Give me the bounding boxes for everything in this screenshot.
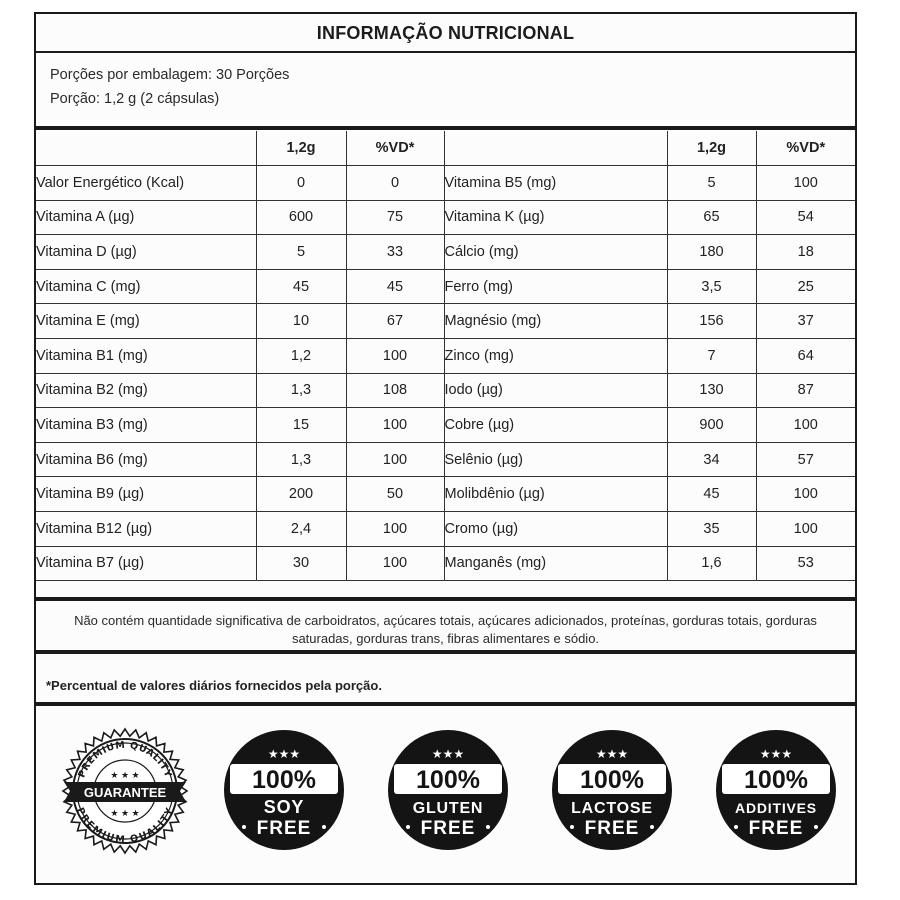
nutrient-name-cell: Vitamina E (mg) xyxy=(36,304,256,339)
daily-value-cell: 87 xyxy=(756,373,855,408)
nutrient-name-cell: Valor Energético (Kcal) xyxy=(36,166,256,201)
table-row xyxy=(36,339,855,374)
seal-bottom-text: PREMIUM QUALITY xyxy=(74,806,176,846)
amount-cell: 2,4 xyxy=(256,512,346,547)
nutrient-name-cell: Vitamina B2 (mg) xyxy=(36,373,256,408)
badge-line1: LACTOSE xyxy=(571,800,653,817)
nutrient-name-cell: Vitamina B1 (mg) xyxy=(36,339,256,374)
daily-value-cell: 18 xyxy=(756,235,855,270)
nutrient-name-cell: Vitamina B9 (µg) xyxy=(36,477,256,512)
daily-value-cell: 67 xyxy=(346,304,444,339)
nutrient-name-cell: Cromo (µg) xyxy=(444,512,667,547)
daily-value-cell: 25 xyxy=(756,269,855,304)
daily-value-cell: 100 xyxy=(756,166,855,201)
amount-cell: 156 xyxy=(667,304,756,339)
header-cell: 1,2g xyxy=(256,131,346,166)
nutrient-name-cell: Vitamina B5 (mg) xyxy=(444,166,667,201)
header-cell: %VD* xyxy=(346,131,444,166)
portion-info xyxy=(50,63,289,111)
badge-percent: 100% xyxy=(580,766,644,794)
table-row xyxy=(36,512,855,547)
nutrient-name-cell: Vitamina B3 (mg) xyxy=(36,408,256,443)
daily-value-cell: 100 xyxy=(346,339,444,374)
svg-text:★★★: ★★★ xyxy=(267,747,301,761)
amount-cell: 1,6 xyxy=(667,546,756,581)
nutrition-facts-panel xyxy=(34,12,857,885)
daily-value-cell: 54 xyxy=(756,200,855,235)
daily-value-cell: 100 xyxy=(756,512,855,547)
badge-percent: 100% xyxy=(744,766,808,794)
amount-cell: 1,3 xyxy=(256,373,346,408)
nutrient-name-cell: Manganês (mg) xyxy=(444,546,667,581)
nutrient-name-cell: Cálcio (mg) xyxy=(444,235,667,270)
seal-middle-text: GUARANTEE xyxy=(83,785,167,800)
nutrient-name-cell: Ferro (mg) xyxy=(444,269,667,304)
daily-value-cell: 100 xyxy=(346,408,444,443)
amount-cell: 180 xyxy=(667,235,756,270)
header-cell: %VD* xyxy=(756,131,855,166)
table-row xyxy=(36,269,855,304)
amount-cell: 5 xyxy=(667,166,756,201)
nutrient-name-cell: Vitamina A (µg) xyxy=(36,200,256,235)
badge-percent: 100% xyxy=(252,766,316,794)
badge-line2: FREE xyxy=(584,818,640,839)
table-row xyxy=(36,546,855,581)
header-cell xyxy=(444,131,667,166)
daily-value-cell: 45 xyxy=(346,269,444,304)
table-header-row xyxy=(36,131,855,166)
table-bottom-rule xyxy=(36,597,855,601)
daily-value-cell: 108 xyxy=(346,373,444,408)
daily-value-cell: 50 xyxy=(346,477,444,512)
daily-value-footnote: *Percentual de valores diários fornecidos pela porção. xyxy=(46,678,382,693)
nutrient-name-cell: Vitamina B6 (mg) xyxy=(36,442,256,477)
table-row xyxy=(36,304,855,339)
amount-cell: 34 xyxy=(667,442,756,477)
daily-value-cell: 37 xyxy=(756,304,855,339)
nutrient-name-cell: Vitamina C (mg) xyxy=(36,269,256,304)
badge-line1: GLUTEN xyxy=(412,800,484,817)
soy-free-badge-icon xyxy=(222,728,346,852)
amount-cell: 30 xyxy=(256,546,346,581)
table-row xyxy=(36,235,855,270)
svg-text:★★★: ★★★ xyxy=(431,747,465,761)
nutrient-name-cell: Vitamina B7 (µg) xyxy=(36,546,256,581)
nutrient-name-cell: Vitamina K (µg) xyxy=(444,200,667,235)
table-row xyxy=(36,408,855,443)
amount-cell: 0 xyxy=(256,166,346,201)
amount-cell: 7 xyxy=(667,339,756,374)
daily-value-cell: 100 xyxy=(346,512,444,547)
amount-cell: 600 xyxy=(256,200,346,235)
daily-value-cell: 0 xyxy=(346,166,444,201)
table-row xyxy=(36,373,855,408)
amount-cell: 5 xyxy=(256,235,346,270)
footnote-bottom-rule xyxy=(36,702,855,706)
portion-size: Porção: 1,2 g (2 cápsulas) xyxy=(50,91,220,107)
amount-cell: 45 xyxy=(667,477,756,512)
daily-value-cell: 33 xyxy=(346,235,444,270)
amount-cell: 900 xyxy=(667,408,756,443)
svg-text:★ ★ ★: ★ ★ ★ xyxy=(110,770,140,780)
badge-line2: FREE xyxy=(256,818,312,839)
badge-line1: ADDITIVES xyxy=(735,800,817,816)
header-cell: 1,2g xyxy=(667,131,756,166)
gluten-free-badge-icon xyxy=(386,728,510,852)
daily-value-cell: 100 xyxy=(346,546,444,581)
header-cell xyxy=(36,131,256,166)
badge-percent: 100% xyxy=(416,766,480,794)
nutrient-name-cell: Iodo (µg) xyxy=(444,373,667,408)
amount-cell: 1,2 xyxy=(256,339,346,374)
amount-cell: 35 xyxy=(667,512,756,547)
nutrient-name-cell: Vitamina B12 (µg) xyxy=(36,512,256,547)
table-row xyxy=(36,442,855,477)
nutrient-name-cell: Magnésio (mg) xyxy=(444,304,667,339)
nutrient-name-cell: Vitamina D (µg) xyxy=(36,235,256,270)
daily-value-cell: 100 xyxy=(756,408,855,443)
portions-per-package: Porções por embalagem: 30 Porções xyxy=(50,67,290,83)
amount-cell: 130 xyxy=(667,373,756,408)
daily-value-cell: 75 xyxy=(346,200,444,235)
table-row xyxy=(36,477,855,512)
badge-line2: FREE xyxy=(748,818,804,839)
daily-value-cell: 57 xyxy=(756,442,855,477)
daily-value-cell: 53 xyxy=(756,546,855,581)
daily-value-cell: 100 xyxy=(346,442,444,477)
svg-text:★ ★ ★: ★ ★ ★ xyxy=(110,808,140,818)
amount-cell: 200 xyxy=(256,477,346,512)
page-title: INFORMAÇÃO NUTRICIONAL xyxy=(36,14,855,53)
nutrient-name-cell: Selênio (µg) xyxy=(444,442,667,477)
nutrient-name-cell: Molibdênio (µg) xyxy=(444,477,667,512)
guarantee-seal-icon xyxy=(60,726,190,856)
table-top-rule xyxy=(36,126,855,130)
seal-top-text: PREMIUM QUALITY xyxy=(76,739,174,780)
nutrition-note: Não contém quantidade significativa de carboidratos, açúcares totais, açúcares adicionados, proteínas, gorduras totais, gorduras saturadas, gorduras trans, fibras alimentares e sódio. xyxy=(74,613,817,646)
badge-line2: FREE xyxy=(420,818,476,839)
amount-cell: 65 xyxy=(667,200,756,235)
svg-text:★★★: ★★★ xyxy=(759,747,793,761)
amount-cell: 45 xyxy=(256,269,346,304)
badge-line1: SOY xyxy=(263,797,305,817)
nutrient-name-cell: Cobre (µg) xyxy=(444,408,667,443)
amount-cell: 15 xyxy=(256,408,346,443)
amount-cell: 10 xyxy=(256,304,346,339)
note-bottom-rule xyxy=(36,650,855,654)
table-row xyxy=(36,200,855,235)
nutrient-name-cell: Zinco (mg) xyxy=(444,339,667,374)
additives-free-badge-icon xyxy=(714,728,838,852)
lactose-free-badge-icon xyxy=(550,728,674,852)
table-row xyxy=(36,166,855,201)
svg-text:★★★: ★★★ xyxy=(595,747,629,761)
amount-cell: 1,3 xyxy=(256,442,346,477)
nutrition-table xyxy=(36,131,855,581)
amount-cell: 3,5 xyxy=(667,269,756,304)
daily-value-cell: 100 xyxy=(756,477,855,512)
daily-value-cell: 64 xyxy=(756,339,855,374)
